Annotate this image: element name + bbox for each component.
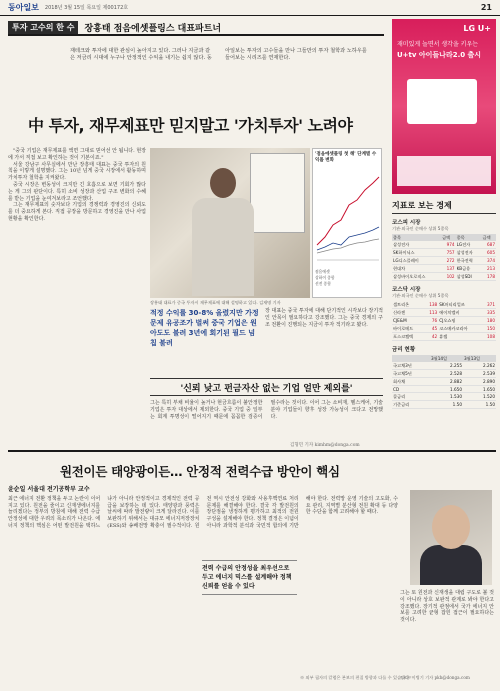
column-headline: 원전이든 태양광이든… 안정적 전력수급 방안이 핵심 [60, 464, 340, 479]
economy-sidebar [392, 200, 496, 445]
cell: 1.650 [430, 386, 463, 393]
return-chart [312, 148, 382, 298]
cell: 국고채5년 [392, 370, 430, 378]
cell: 138 [424, 301, 438, 309]
cell: 1.50 [430, 401, 463, 409]
masthead [0, 0, 500, 16]
ad-headline: U+tv 아이들나라2.0 출시 [397, 51, 482, 59]
cell: 2.528 [430, 370, 463, 378]
cell: 272 [441, 257, 455, 265]
intro-text: 재테크와 투자에 대한 관심이 높아지고 있다. 그러나 지금과 같은 저금리 시대에 누구나 안정적인 수익을 내기는 쉽지 않다. 동아일보는 투자의 고수들을 만나 그들만의 투자 철학과 노하우를 들어보는 시리즈를 연재한다. [70, 48, 367, 61]
table-row [392, 309, 496, 317]
table-row [392, 273, 496, 281]
kospi-note: 기관·외국인 순매수 상위 5종목 [392, 226, 449, 231]
article-headline: 中 투자, 재무제표만 믿지말고 '가치투자' 노려야 [28, 116, 353, 135]
paragraph: 그는 재무제표의 숫자보다 기업의 경쟁력과 경영진의 신뢰도를 더 중요하게 본다. 직접 공장을 방문하고 경영진을 만나 사업 현황을 확인한다. [8, 202, 146, 222]
section-badge: 투자 고수의 한 수 [8, 21, 78, 34]
cell: 2.262 [463, 362, 496, 370]
table-row [392, 249, 496, 257]
legend-item: 상하이 종합 [315, 275, 335, 280]
cell: 2.890 [463, 378, 496, 386]
cell: 휴젤 [438, 333, 481, 341]
column-body: 최근 에너지 전환 정책을 두고 논란이 이어지고 있다. 원전을 줄이고 신재생에너지를 늘리겠다는 정부의 방침에 대해 전력 수급 안정성에 대한 우려의 목소리가 나온다. 에너지 정책의 핵심은 어떤 발전원을 택하느냐가 아니라 안정적이고 경제적인 전력 공급을 보장하는 데 있다. 태양광과 풍력은 날씨에 따라 발전량이 크게 달라진다. 이를 보완하기 위해서는 대규모 에너지저장장치(ESS)와 송배전망 확충이 필수적이다. 원전 역시 안전성 강화와 사용후핵연료 처리 문제를 해결해야 한다. 결국 각 발전원의 장단점을 냉정하게 평가하고 최적의 전원 구성을 설계해야 한다. 정책 결정은 이념이 아니라 과학적 분석과 국민적 합의에 기반해야 한다. 전력망 운영 기술의 고도화, 수요 관리, 지역별 분산형 전원 확대 등 다양한 수단을 함께 고려해야 할 때다. [8, 495, 398, 529]
cell: 2.539 [463, 370, 496, 378]
advertisement[interactable] [392, 19, 496, 194]
ad-tagline: 재미있게 놀면서 생각을 키우는 [397, 41, 479, 48]
cell: 삼성SDI [456, 273, 482, 281]
cell: 108 [482, 333, 496, 341]
whiteboard [250, 153, 305, 233]
cell: 605 [482, 249, 496, 257]
cell: 포스코켐텍 [392, 333, 424, 341]
ad-footer-image [397, 156, 491, 186]
cell: 현대차 [392, 265, 441, 273]
cell: 76 [424, 317, 438, 325]
cell: 회사채 [392, 378, 430, 386]
table-row [392, 257, 496, 265]
cell: 2.882 [430, 378, 463, 386]
interview-photo [150, 148, 310, 298]
paragraph: 중국 시장은 변동성이 크지만 긴 호흡으로 보면 기회가 많다는 게 그의 판단이다. 특히 소비 성장과 산업 구조 변화의 수혜를 받는 기업을 눈여겨보라고 조언했다. [8, 181, 146, 202]
cell: 42 [424, 333, 438, 341]
paragraph: "중국 기업은 재무제표를 액면 그대로 믿어선 안 됩니다. 현장에 가서 직접 보고 확인하는 것이 기본이죠." [8, 148, 146, 161]
column-footnote: ※ 외부 필자의 칼럼은 본보의 편집 방향과 다를 수 있습니다. [300, 675, 411, 680]
cell: 셀트리온 [392, 301, 424, 309]
person-shirt [192, 198, 254, 296]
table-row [392, 265, 496, 273]
legend-item: 선전 종합 [315, 281, 331, 286]
paragraph: 서울 강남구 사무실에서 만난 장흥태 대표는 중국 투자의 원칙을 이렇게 설명했다. 그는 10년 넘게 중국 시장에서 활동하며 가치투자 철학을 지켜왔다. [8, 161, 146, 182]
table-row [392, 378, 496, 386]
column-header [392, 355, 430, 362]
table-row [392, 325, 496, 333]
cell: 178 [482, 273, 496, 281]
article-byline: 김형민 기자 kimhm@donga.com [290, 443, 360, 448]
newspaper-logo: 동아일보 [8, 3, 39, 12]
cell: 137 [441, 265, 455, 273]
section-header [8, 21, 384, 36]
table-row [392, 241, 496, 249]
table-row [392, 393, 496, 401]
kosdaq-table [392, 301, 496, 341]
chart-line-1 [317, 177, 379, 245]
chart-plot [313, 165, 381, 265]
kospi-heading: 코스피 시장 [392, 220, 421, 226]
section-divider [8, 450, 496, 452]
cell: SK하이닉스 [392, 249, 441, 257]
issue-date: 2018년 3월 15일 목요일 제00172호 [44, 5, 129, 11]
cell: 213 [482, 265, 496, 273]
column-header: 금액 [441, 234, 455, 241]
article-column-left [8, 148, 146, 388]
portrait-face [432, 505, 470, 549]
photo-caption: 장흥태 대표가 중국 투자시 재무제표에 대해 설명하고 있다. 김재명 기자 [150, 300, 281, 305]
tv-icon [407, 79, 477, 124]
cell: 180 [482, 317, 496, 325]
table-row [392, 317, 496, 325]
article-subhead: '신뢰 낮고 펀금자산 없는 기업 얼만 제외를' [150, 378, 383, 396]
cell: 한국전력 [456, 257, 482, 265]
column-header: 금액 [482, 234, 496, 241]
kosdaq-note: 기관·외국인 순매수 상위 5종목 [392, 293, 449, 298]
table-row [392, 370, 496, 378]
column-header: 3월13일 [463, 355, 496, 362]
chart-title: '점음에셋플링 첫 해' 단계별 수익률 변화 [315, 152, 377, 163]
chart-line-2 [317, 227, 379, 250]
cell: 코스메카코리아 [438, 325, 481, 333]
cell: 371 [482, 301, 496, 309]
table-row [392, 401, 496, 409]
cell: 1.520 [463, 393, 496, 401]
cell: 삼성전자 [456, 249, 482, 257]
kosdaq-heading: 코스닥 시장 [392, 287, 421, 293]
legend-item: 점음에셋 [315, 269, 330, 274]
cell: 국고채3년 [392, 362, 430, 370]
page-number: 21 [480, 3, 492, 12]
ad-brand: LG U+ [463, 24, 491, 33]
cell: 974 [441, 241, 455, 249]
cell: 757 [441, 249, 455, 257]
cell: KB금융 [456, 265, 482, 273]
article-column-mid: 장 대표는 중국 투자에 대해 단기적인 시각보다 장기적인 안목이 필요하다고 강조했다. 그는 중국 경제의 구조 전환이 진행되는 지금이 투자 적기라고 봤다. [265, 308, 383, 328]
cell: 335 [482, 309, 496, 317]
table-row [392, 301, 496, 309]
cell: LG전자 [456, 241, 482, 249]
column-header: 종목 [456, 234, 482, 241]
cell: 150 [482, 325, 496, 333]
table-row [392, 362, 496, 370]
cell: CD [392, 386, 430, 393]
cell: 신라젠 [392, 309, 424, 317]
person-head [210, 168, 236, 198]
person-figure [192, 168, 252, 296]
cell: 삼성전자 [392, 241, 441, 249]
pull-quote: 적정 수익률 30-8% 올렸지만 가정문제 유공조가 벌써 중국 기업은 원 아도도 불려 3년에 회기된 필드 넘칩 불려 [150, 309, 259, 347]
section-title: 장흥태 점음에셋플링스 대표파트너 [84, 24, 222, 34]
article-column-lower: 그는 특히 부채 비율이 높거나 현금흐름이 불안정한 기업은 투자 대상에서 제외한다. 중국 기업 중 일부는 회계 투명성이 떨어지기 때문에 꼼꼼한 검증이 필수라는 것이다. 이어 그는 소비재, 헬스케어, 기술 분야 기업들이 향후 성장 가능성이 크다고 전망했다. [150, 400, 383, 420]
cell: 102 [441, 273, 455, 281]
column-byline: 정리=이병기 기자 pkh@donga.com [400, 675, 470, 680]
cell: 1.50 [463, 401, 496, 409]
cell: CJE&M [392, 317, 424, 325]
kospi-table [392, 234, 496, 281]
portrait-suit [420, 545, 482, 585]
column-right-text: 그는 또 원전과 신재생을 대립 구도로 볼 것이 아니라 상호 보완적 관계로 봐야 한다고 강조했다. 장기적 관점에서 국가 에너지 안보를 고려한 균형 잡힌 접근이 필요하다는 것이다. [400, 590, 494, 624]
table-row [392, 386, 496, 393]
cell: 바이로메드 [392, 325, 424, 333]
cell: 1.530 [430, 393, 463, 401]
column-pull-quote: 전력 수급의 안정성을 최우선으로 두고 에너지 믹스를 설계해야 정책 신뢰를 얻을 수 있다 [202, 560, 297, 595]
cell: 콜금리 [392, 393, 430, 401]
cell: LG디스플레이 [392, 257, 441, 265]
cell: SK머티리얼즈 [438, 301, 481, 309]
cell: 에이치엘비 [438, 309, 481, 317]
table-row [392, 333, 496, 341]
cell: 113 [424, 309, 438, 317]
column-header: 3월14일 [430, 355, 463, 362]
cell: 1.650 [463, 386, 496, 393]
rates-table [392, 355, 496, 409]
rates-heading: 금리 현황 [392, 347, 416, 353]
cell: 기준금리 [392, 401, 430, 409]
cell: 687 [482, 241, 496, 249]
sidebar-title: 지표로 보는 경제 [392, 200, 496, 214]
cell: 45 [424, 325, 438, 333]
column-header: 종목 [392, 234, 441, 241]
cell: 삼성바이오로직스 [392, 273, 441, 281]
column-author: 윤순일 서울대 전기공학부 교수 [8, 486, 90, 493]
author-portrait [410, 490, 492, 585]
cell: CJ오쇼핑 [438, 317, 481, 325]
cell: 2.255 [430, 362, 463, 370]
cell: 374 [482, 257, 496, 265]
